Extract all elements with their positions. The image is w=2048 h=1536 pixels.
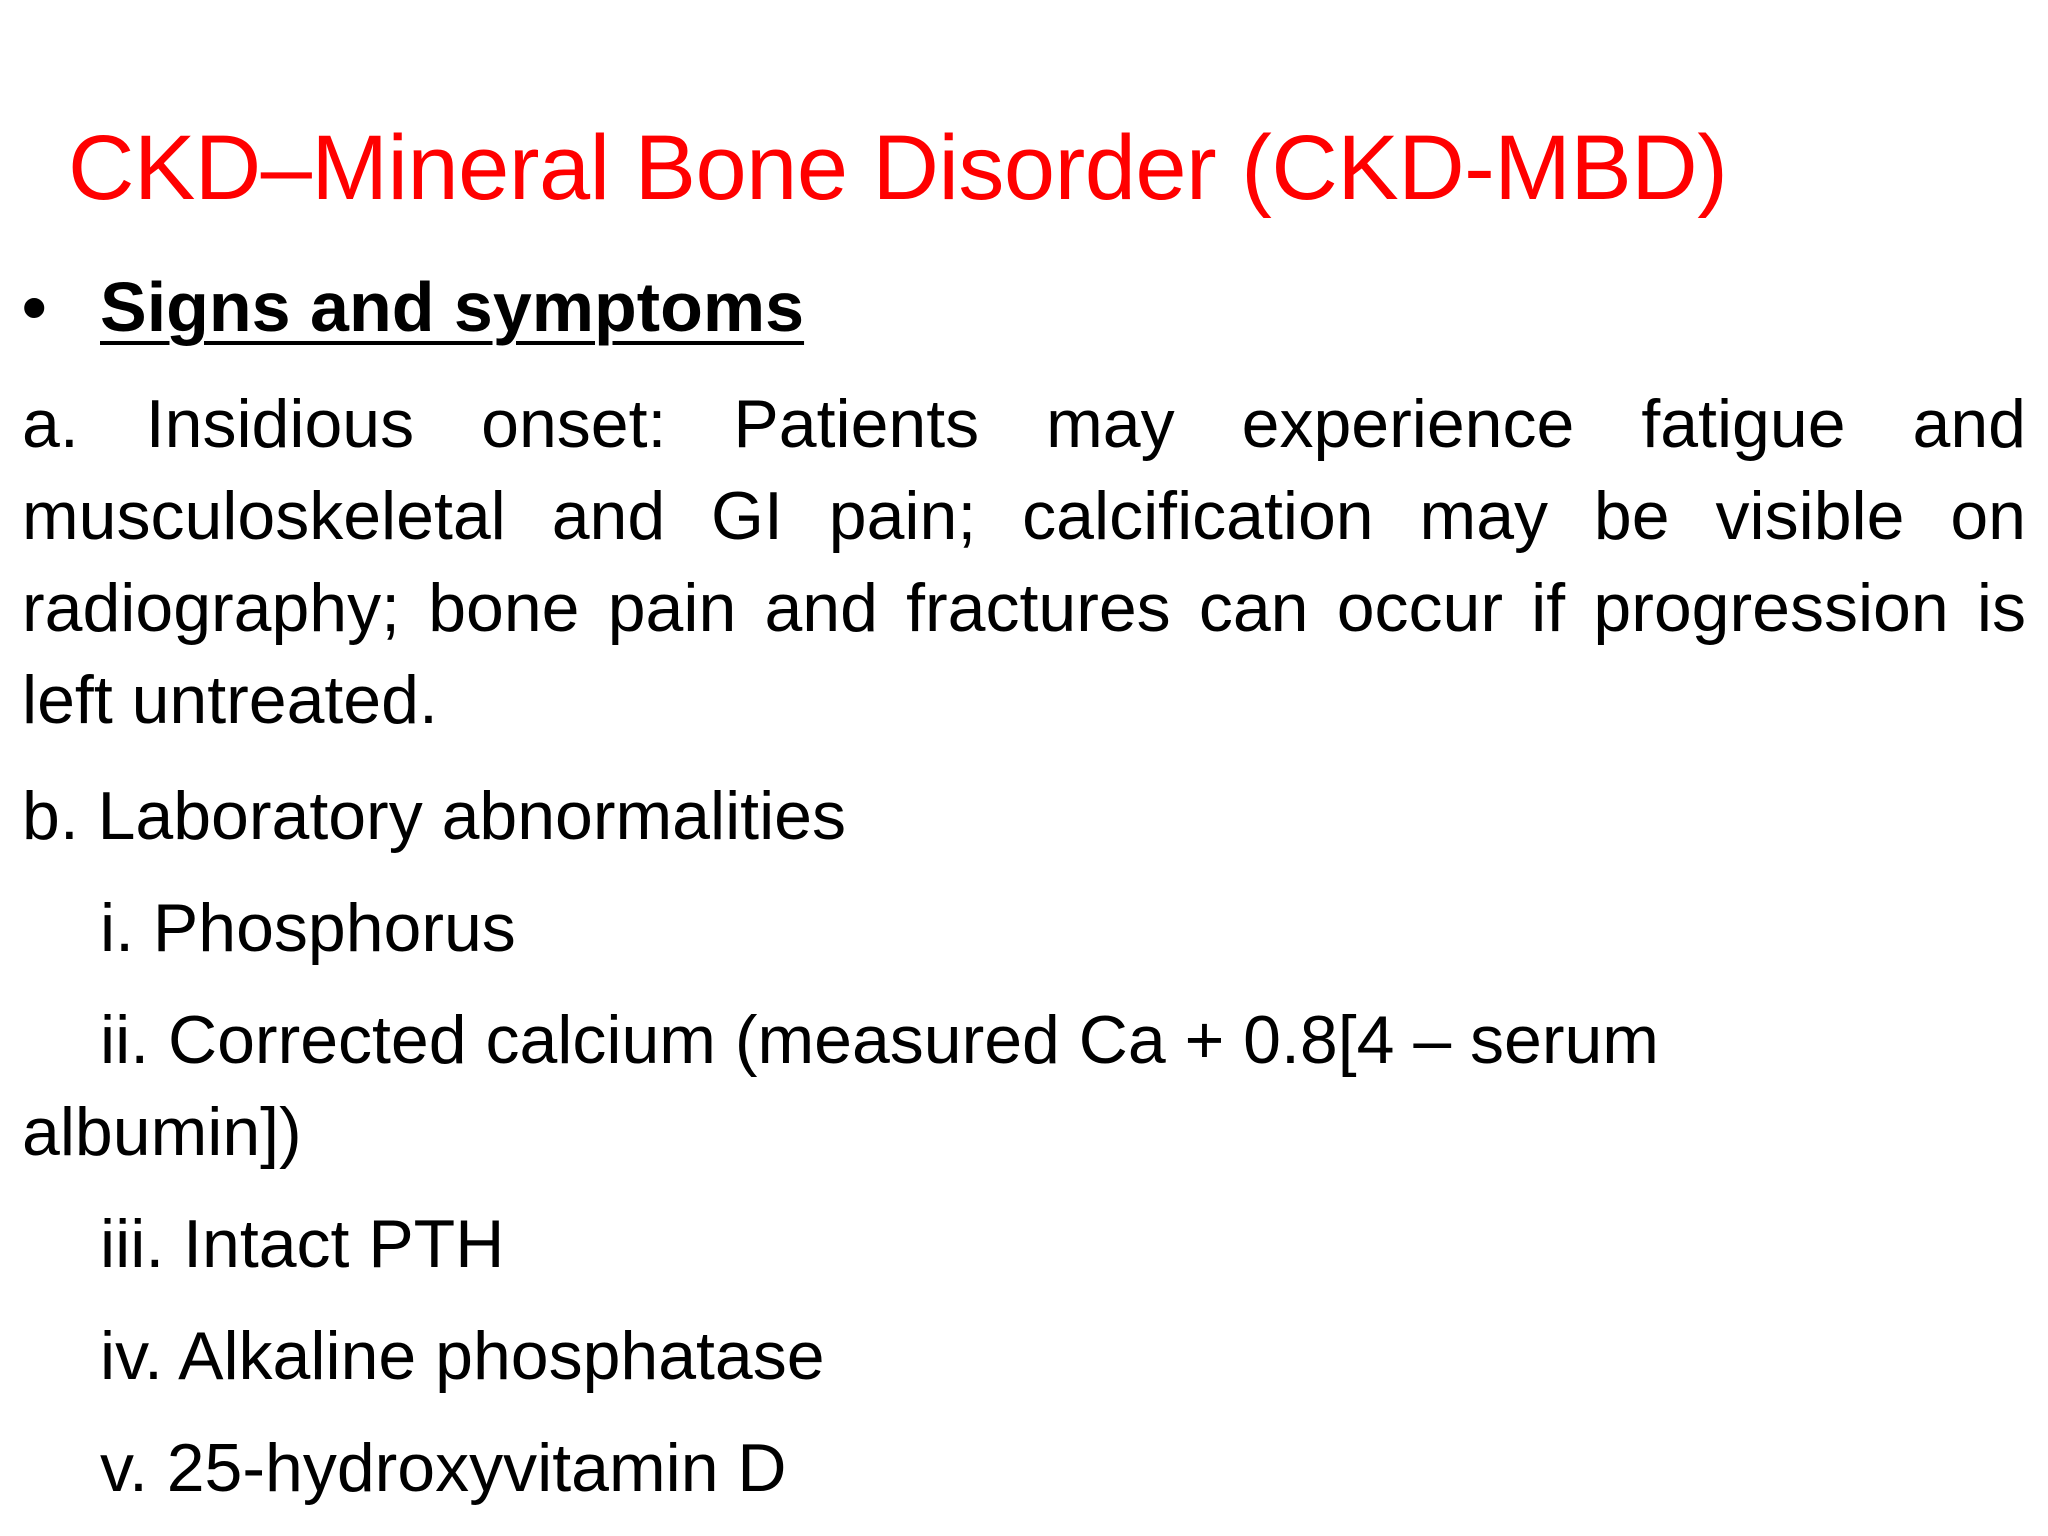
bullet-heading	[22, 262, 804, 352]
sub-item-phosphorus: i. Phosphorus	[100, 890, 516, 966]
heading-text: Signs and symptoms	[100, 268, 805, 346]
sub-item-corrected-calcium-cont: albumin])	[22, 1094, 302, 1170]
slide-title: CKD–Mineral Bone Disorder (CKD-MBD)	[68, 117, 1728, 219]
sub-item-intact-pth: iii. Intact PTH	[100, 1206, 505, 1282]
sub-item-alkaline-phosphatase: iv. Alkaline phosphatase	[100, 1318, 825, 1394]
item-b: b. Laboratory abnormalities	[22, 778, 847, 854]
sub-item-vitamin-d: v. 25-hydroxyvitamin D	[100, 1430, 787, 1506]
sub-item-corrected-calcium: ii. Corrected calcium (measured Ca + 0.8[4 – serum	[100, 1002, 1659, 1078]
item-a-paragraph: a. Insidious onset: Patients may experience fatigue and musculoskeletal and GI pain; calcification may be visible on radiography; bone pain and fractures can occur if progression is left untreated.	[22, 386, 2026, 738]
bullet-dot: •	[22, 268, 47, 346]
